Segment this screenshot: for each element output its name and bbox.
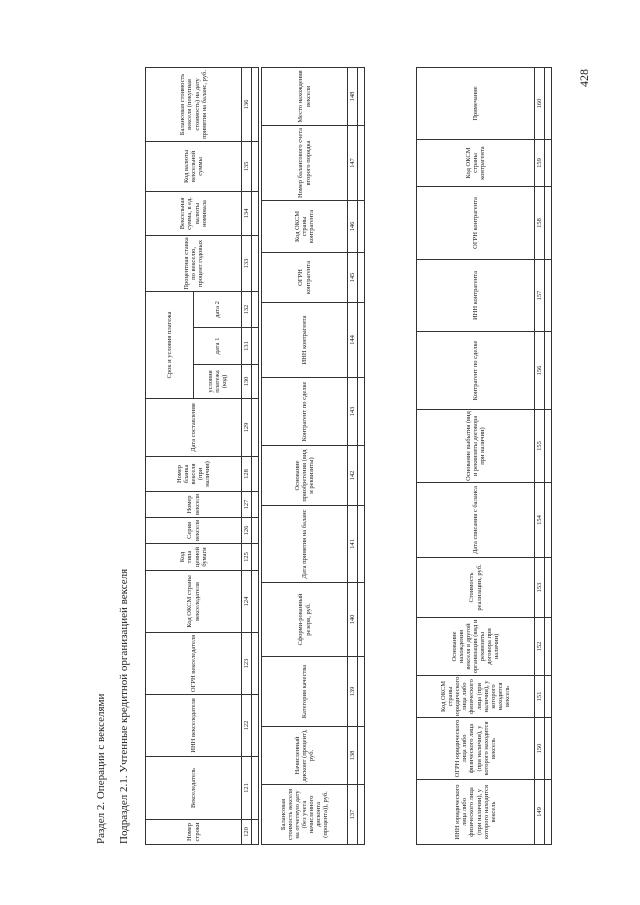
- bills-table-part-2: [261, 67, 365, 845]
- header-bill-number: Номер векселя: [146, 492, 242, 518]
- column-number: 160: [535, 68, 545, 140]
- column-number: 142: [348, 446, 358, 506]
- column-number: 159: [535, 140, 545, 187]
- column-number: 150: [535, 718, 545, 780]
- column-number: 146: [348, 201, 358, 253]
- column-number: 158: [535, 187, 545, 260]
- column-number: 125: [242, 544, 252, 571]
- column-numbers-row: [535, 68, 545, 845]
- column-number: 138: [348, 727, 358, 785]
- header-counterparty-inn: ИНН контрагента: [262, 303, 348, 378]
- column-number: 152: [535, 618, 545, 676]
- column-number: 124: [242, 571, 252, 633]
- table-row: [252, 67, 259, 844]
- header-bill-series: Серия векселя: [146, 518, 242, 544]
- header-interest-rate: Процентная ставка по векселю, процент годовых: [146, 235, 242, 291]
- header-counterparty-oksm: Код ОКСМ страны контрагента: [417, 140, 535, 187]
- header-quality-category: Категория качества: [262, 657, 348, 727]
- header-sale-value: Стоимость реализации, руб.: [417, 558, 535, 618]
- column-number: 123: [242, 633, 252, 695]
- column-number: 148: [348, 68, 358, 126]
- header-note: Примечание: [417, 68, 535, 140]
- column-number: 139: [348, 657, 358, 727]
- column-number: 149: [535, 780, 545, 845]
- header-counterparty-ogrn: ОГРН контрагента: [417, 187, 535, 260]
- header-blank-number: Номер бланка векселя (при наличии): [146, 457, 242, 492]
- column-number: 127: [242, 492, 252, 518]
- column-number: 130: [242, 365, 252, 399]
- column-number: 156: [535, 332, 545, 410]
- column-numbers-row: [348, 68, 358, 845]
- header-counterparty-inn: ИНН контрагента: [417, 260, 535, 332]
- header-counterparty: Контрагент по сделке: [417, 332, 535, 410]
- column-numbers-row: [242, 67, 252, 844]
- header-drawer: Векселедатель: [146, 757, 242, 820]
- bills-table-part-3: [416, 67, 552, 845]
- header-balance-reporting-date: Балансовая стоимость векселя на отчетную дату (без учета начисленного дисконта (процента)), руб.: [262, 785, 348, 845]
- header-location-basis: Основание нахождения векселя в другой организации (вид и реквизиты договора при наличии): [417, 618, 535, 676]
- column-number: 157: [535, 260, 545, 332]
- header-payment-date-2: дата 2: [194, 291, 242, 327]
- column-number: 147: [348, 126, 358, 201]
- page-number: 428: [577, 69, 591, 87]
- column-number: 151: [535, 676, 545, 718]
- header-issue-date: Дата составления: [146, 399, 242, 457]
- column-number: 136: [242, 67, 252, 141]
- header-payment-terms-group: Срок и условия платежа: [146, 291, 194, 398]
- column-number: 132: [242, 291, 252, 327]
- column-number: 140: [348, 583, 358, 657]
- table-row: [545, 68, 552, 845]
- header-write-off-date: Дата списания с баланса: [417, 483, 535, 558]
- column-number: 153: [535, 558, 545, 618]
- column-number: 120: [242, 820, 252, 845]
- bills-table-part-1: [145, 67, 259, 845]
- header-counterparty-oksm: Код ОКСМ страны контрагента: [262, 201, 348, 253]
- header-payment-date-1: дата 1: [194, 328, 242, 365]
- header-acceptance-date: Дата принятия на баланс: [262, 506, 348, 583]
- header-acquisition-basis: Основание приобретения (вид и реквизиты): [262, 446, 348, 506]
- header-holder-inn: ИНН юридического лица либо физического лица (при наличии), у которого находится вексель: [417, 780, 535, 845]
- column-number: 122: [242, 695, 252, 757]
- column-number: 145: [348, 253, 358, 303]
- column-number: 141: [348, 506, 358, 583]
- subsection-title: Подраздел 2.1. Учтенные кредитной организацией векселя: [118, 568, 130, 844]
- header-holder-oksm: Код ОКСМ страны юридического лица либо физического лица (при наличии), у которого находится вексель: [417, 676, 535, 718]
- column-number: 128: [242, 457, 252, 492]
- header-accrued-discount: Начисленный дисконт (процент), руб.: [262, 727, 348, 785]
- column-number: 134: [242, 191, 252, 235]
- column-number: 137: [348, 785, 358, 845]
- header-amount-currency: Код валюты вексельной суммы: [146, 141, 242, 191]
- column-number: 131: [242, 328, 252, 365]
- column-number: 121: [242, 757, 252, 820]
- column-number: 129: [242, 399, 252, 457]
- header-reserve: Сформи-рованный резерв, руб.: [262, 583, 348, 657]
- section-title: Раздел 2. Операции с векселями: [95, 693, 107, 844]
- column-number: 144: [348, 303, 358, 378]
- column-number: 154: [535, 483, 545, 558]
- header-bill-amount: Вексельная сумма, в ед. валюты номинала: [146, 191, 242, 235]
- table-row: [358, 68, 365, 845]
- header-drawer-inn: ИНН векселедателя: [146, 695, 242, 757]
- column-number: 133: [242, 235, 252, 291]
- header-row-number: Номер строки: [146, 820, 242, 845]
- column-number: 143: [348, 378, 358, 446]
- header-balance-account: Номер балансового счета второго порядка: [262, 126, 348, 201]
- column-number: 135: [242, 141, 252, 191]
- header-balance-value: Балансовая стоимость векселя (покупная стоимость) на дату принятия на баланс, руб.: [146, 67, 242, 141]
- header-counterparty: Контрагент по сделке: [262, 378, 348, 446]
- header-counterparty-ogrn: ОГРН контрагента: [262, 253, 348, 303]
- header-bill-location: Место нахождения векселя: [262, 68, 348, 126]
- header-holder-ogrn: ОГРН юридического лица либо физического лица (при наличии), у которого находится вексель: [417, 718, 535, 780]
- header-payment-term-code: условия платежа (код): [194, 365, 242, 399]
- column-number: 126: [242, 518, 252, 544]
- header-disposal-basis: Основание выбытия (вид и реквизиты договора при наличии): [417, 410, 535, 483]
- column-number: 155: [535, 410, 545, 483]
- header-drawer-oksm: Код ОКСМ страны векселедателя: [146, 571, 242, 633]
- header-security-type: Код типа ценной бумаги: [146, 544, 242, 571]
- header-drawer-ogrn: ОГРН векселедателя: [146, 633, 242, 695]
